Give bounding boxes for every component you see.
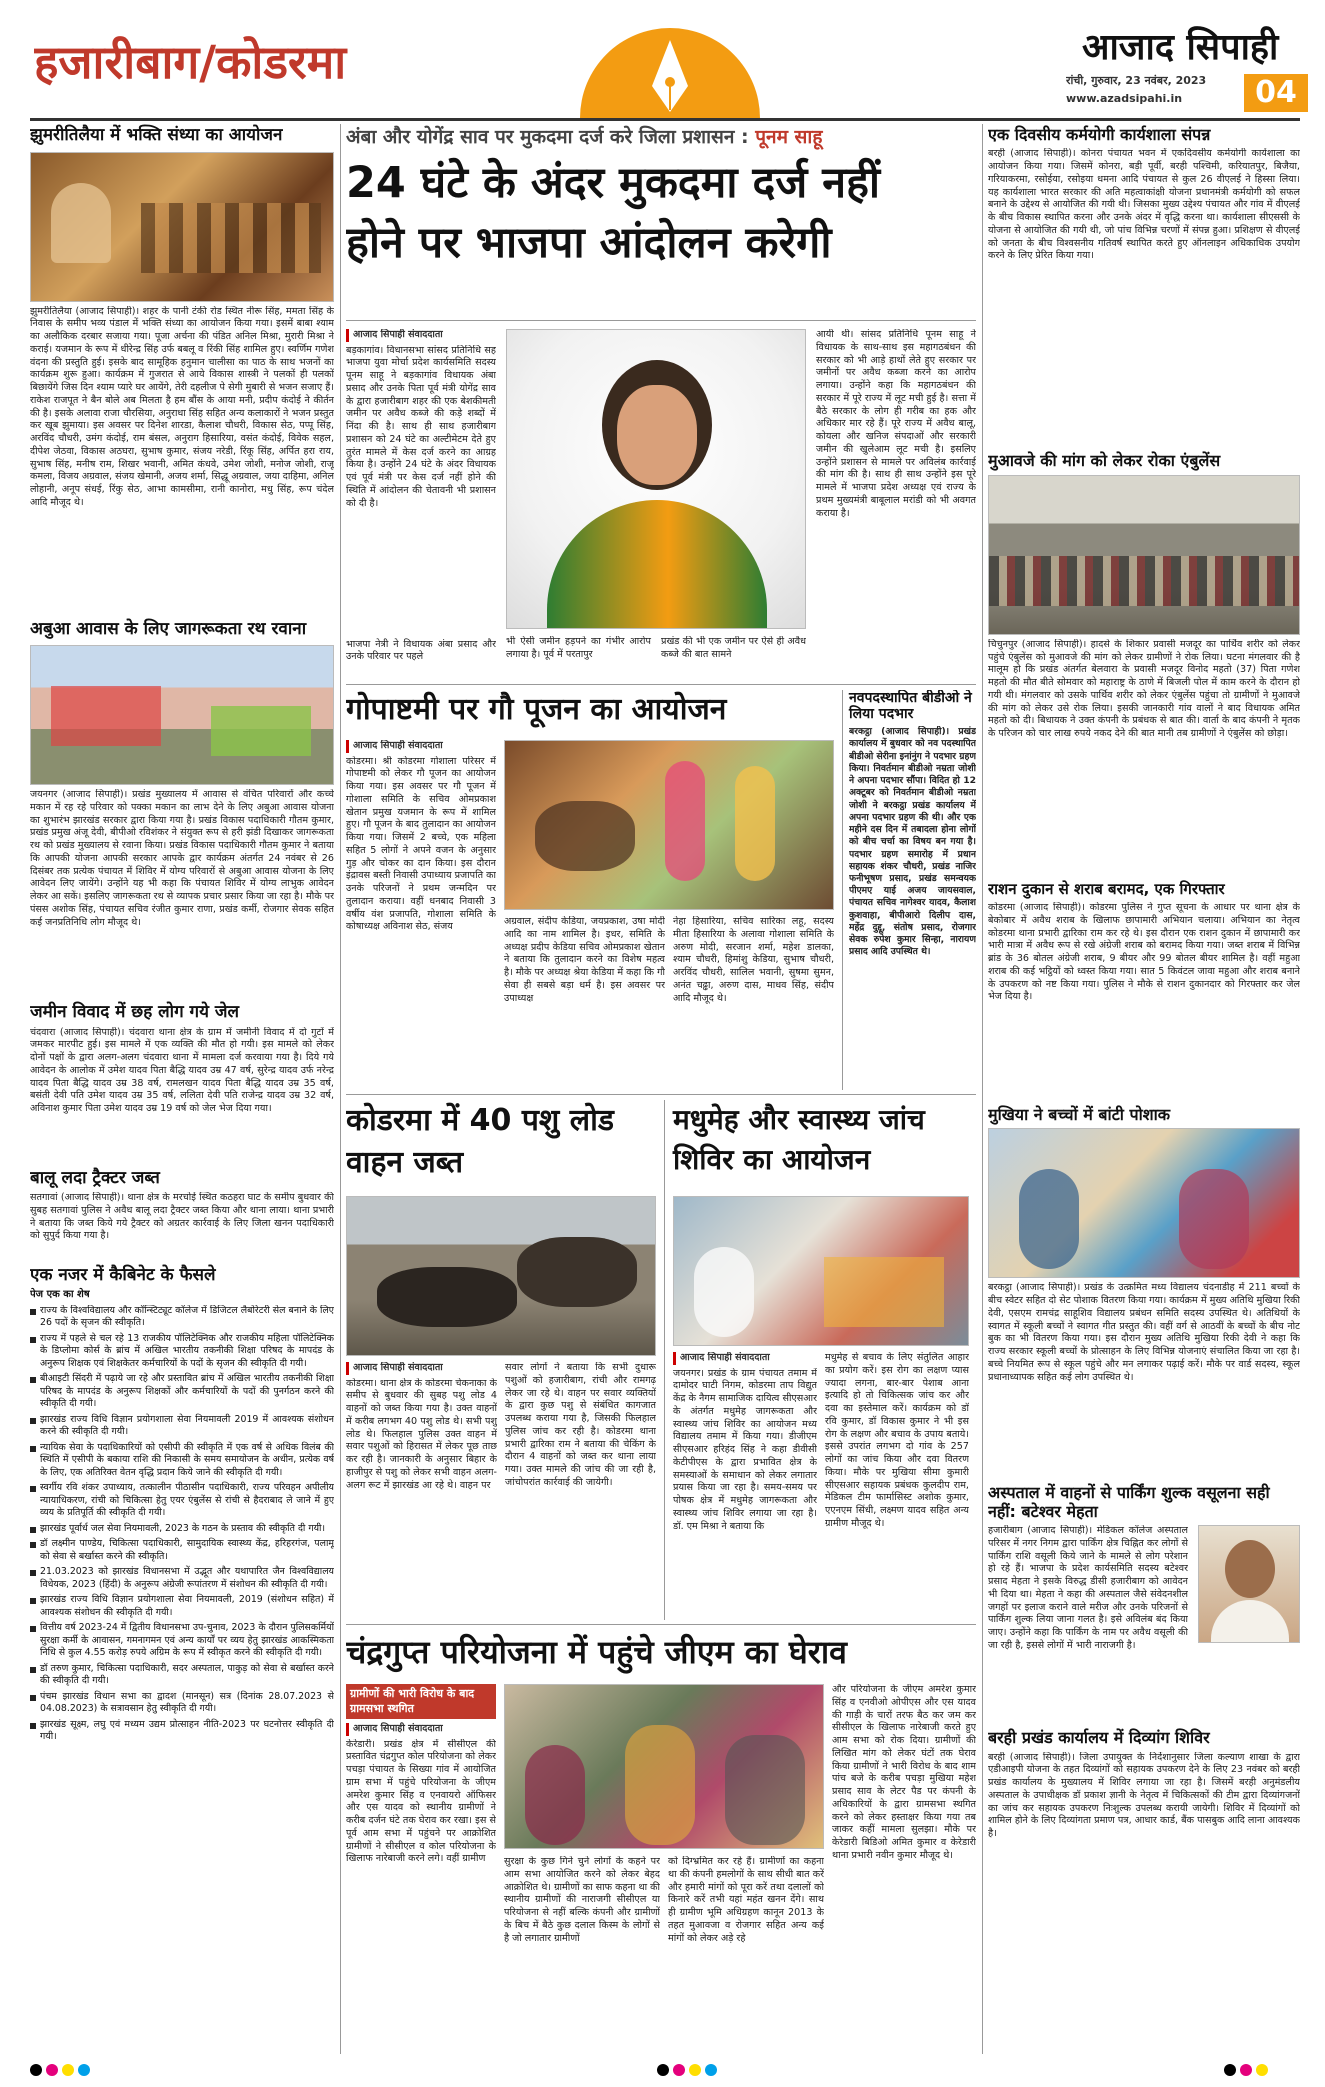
bdo-story bbox=[842, 690, 976, 1090]
cabinet-decision-item: स्वर्गीय रवि शंकर उपाध्याय, तत्कालीन पीठासीन पदाधिकारी, राज्य परिवहन अपीलीय न्यायाधिकरण, रांची को चिकित्सा हेतु एयर एंबुलेंस से रांची से हैदराबाद ले जाने में हुए व्यय के प्रतिपूर्ति की स्वीकृति दी गयी। bbox=[30, 1482, 334, 1520]
cattle-story bbox=[346, 1100, 656, 1620]
story-body: बरही (आजाद सिपाही)। जिला उपायुक्त के निर्देशानुसार जिला कल्याण शाखा के द्वारा एडीआइपी योजना के तहत दिव्यांगों को सहायक उपकरण देने के लिए 23 नवंबर को बरही प्रखंड कार्यालय के मुख्यालय में शिविर लगाया जा रहा है। जिसमें बरही अनुमंडलीय अस्पताल के उपाधीक्षक डॉ प्रकाश ज्ञानी के नेतृत्व में चिकित्सकों की टीम द्वारा दिव्यांगजनों का जांच कर सहायक उपकरण निःशुल्क उपलब्ध करायी जायेगी। शिविर में दिव्यांगों को शामिल होने के लिए दिव्यांगता प्रमाण पत्र, आधार कार्ड, बैंक पासबुक आदि लाना आवश्यक है। bbox=[988, 1751, 1300, 1840]
lead-body-col-1b: भाजपा नेत्री ने विधायक अंबा प्रसाद और उनके परिवार पर पहले bbox=[346, 638, 496, 663]
story-body: बरकट्ठा (आजाद सिपाही)। प्रखंड के उत्क्रमित मध्य विद्यालय चंदनाडीह में 211 बच्चों के बीच स्वेटर सहित दो सेट पोशाक वितरण किया गया। कार्यक्रम में मुख्य अतिथि मुखिया रिकी देवी, एसएम रामचंद्र साहूशिव विद्यालय प्रबंधन समिति सदस्य उपस्थित थे। अतिथियों के स्वागत में स्कूली बच्चों ने स्वागत गीत प्रस्तुत की। वहीं वर्ग से आठवीं के बच्चों के बीच नोट बुक का भी वितरण किया गया। इस दौरान मुख्य अतिथि मुखिया रिकी देवी ने कहा कि राज्य सरकार स्कूली बच्चों के प्रोत्साहन के लिए विभिन्न योजनाएं संचालित किया जा रहा है। बच्चे नियमित रूप से स्कूल पहुंचे और मन लगाकर पढ़ाई करें। मौके पर वार्ड सदस्य, स्कूल प्रधानाध्यापक सहित कई लोग उपस्थित थे। bbox=[988, 1282, 1300, 1383]
story-body: को दिग्भ्रमित कर रहे हैं। ग्रामीणों का कहना था की कंपनी हमलोगों के साथ सीधी बात करें और हमारी मांगों को पूरा करें तथा दलालों को किनारे करें तभी यहां महंत खनन देंगे। साथ ही ग्रामीण भूमि अधिग्रहण कानून 2013 के तहत मुआवजा व रोजगार सहित अन्य कई मांगों को लेकर अड़े रहे bbox=[668, 1856, 824, 1944]
story-body: सतगावां (आजाद सिपाही)। थाना क्षेत्र के मरचोई स्थित कठहरा घाट के समीप बुधवार की सुबह सतगावां पुलिस ने अवैध बालू लदा ट्रैक्टर जब्त किया और थाना लाया। थाना प्रभारी ने बताया कि जब्त किये गये ट्रैक्टर को अग्रतर कार्रवाई के लिए जिला खनन पदाधिकारी को सुपुर्द किया गया है। bbox=[30, 1192, 334, 1242]
story-kicker: ग्रामीणों की भारी विरोध के बाद ग्रामसभा स्थगित bbox=[346, 1684, 496, 1719]
story-body: कोडरमा (आजाद सिपाही)। कोडरमा पुलिस ने गुप्त सूचना के आधार पर थाना क्षेत्र के बेकोबार में अवैध शराब के खिलाफ छापामारी अभियान चलाया। अभियान का नेतृत्व कोडरमा थाना प्रभारी द्वारिका राम कर रहे थे। इस दौरान एक राशन दुकान में छापामारी कर भारी मात्रा में अवैध रूप से रखे अंग्रेजी शराब को बरामद किया गया। जब्त शराब में विभिन्न ब्रांड के 36 बोतल अंग्रेजी शराब, 9 बीयर और 99 बोतल बीयर शामिल है। वहीं महुआ शराब की कई भट्ठियों को ध्वस्त किया गया। सात 5 किवंटल जावा महुआ और शराब बनाने के उपकरण को नष्ट किया गया। पुलिस ने मौके से राशन दुकानदार को गिरफ्तार कर जेल भेज दिया है। bbox=[988, 902, 1300, 1003]
story-title: अबुआ आवास के लिए जागरूकता रथ रवाना bbox=[30, 618, 307, 639]
lead-headline-line-2: होने पर भाजपा आंदोलन करेगी bbox=[346, 218, 832, 268]
lead-continuation-b: प्रखंड की भी एक जमीन पर ऐसे ही अवैध कब्जे की बात सामने bbox=[661, 636, 806, 660]
cabinet-decision-item: झारखंड राज्य विधि विज्ञान प्रयोगशाला सेवा नियमावली 2019 में आवश्यक संशोधन करने की स्वीकृति दी गयी। bbox=[30, 1414, 334, 1439]
cabinet-decision-item: राज्य के विश्वविद्यालय और कॉन्स्टिट्यूट कॉलेज में डिजिटल लैबोरेटरी सेल बनाने के लिए 26 पदों के सृजन की स्वीकृति। bbox=[30, 1305, 334, 1330]
paper-name: आजाद सिपाही bbox=[1082, 26, 1279, 68]
gau-pujan-photo bbox=[504, 740, 834, 910]
story-body: केरेडारी। प्रखंड क्षेत्र में सीसीएल की प्रस्तावित चंद्रगुप्त कोल परियोजना को लेकर पचड़ा पंचायत के सिख्या गांव में आयोजित ग्राम सभा में पहुंचे परियोजना के जीएम अमरेश कुमार सिंह व एनवायरो ऑफिसर और एस यादव को स्थानीय ग्रामीणों ने करीब दर्जन घंटे तक घेराव कर रखा। इस से पूर्व आम सभा में पहुंचने पर आक्रोशित ग्रामीणों ने सीसीएल व कोल परियोजना के खिलाफ नारेबाजी करने लगे। वहीं ग्रामीण bbox=[346, 1738, 496, 1865]
story-body: जयनगर। प्रखंड के ग्राम पंचायत तमाम में दामोदर घाटी निगम, कोडरमा ताप विद्युत केंद्र के नैगम सामाजिक दायित्व सीएसआर के अंतर्गत मधुमेह जागरूकता और स्वास्थ्य जांच शिविर का आयोजन मध्य विद्यालय तमाम में किया गया। डीजीएम सीएसआर हरिहंद सिंह ने कहा डीवीसी केटीपीएस के द्वारा प्रभावित क्षेत्र के समस्याओं के समाधान को लेकर लगातार प्रयास किया जा रहा है। समय-समय पर पोषक क्षेत्र में मधुमेह जागरूकता और स्वास्थ्य जांच शिविर लगाया जा रहा है। डॉ. एम मिश्रा ने बताया कि bbox=[673, 1367, 817, 1532]
kicker-text: अंबा और योगेंद्र साव पर मुकदमा दर्ज करे जिला प्रशासन : bbox=[346, 126, 749, 148]
gm-gherao-photo bbox=[504, 1684, 824, 1849]
byline: आजाद सिपाही संवाददाता bbox=[673, 1352, 817, 1365]
lead-headline-line-1: 24 घंटे के अंदर मुकदमा दर्ज नहीं bbox=[346, 158, 881, 208]
story-title: मुआवजे की मांग को लेकर रोका एंबुलेंस bbox=[988, 451, 1221, 471]
lead-continuation-a: भी ऐसी जमीन हड़पने का गंभीर आरोप लगाया है। पूर्व में परतापुर bbox=[506, 636, 651, 660]
cabinet-decision-item: झारखंड पूर्वार्ध जल सेवा नियमावली, 2023 के गठन के प्रस्ताव की स्वीकृति दी गयी। bbox=[30, 1523, 334, 1536]
story-title: गोपाष्टमी पर गौ पूजन का आयोजन bbox=[346, 692, 727, 727]
story-subtitle: पेज एक का शेष bbox=[30, 1288, 90, 1300]
story-body: बरही (आजाद सिपाही)। कोनरा पंचायत भवन में एकदिवसीय कर्मयोगी कार्यशाला का आयोजन किया गया। जिसमें कोनरा, बड़ी पूर्वी, बरही पश्चिमी, करियातपुर, बिजैया, गरियाकरमा, रसोईया, रसोइया धमना आदि पंचायत से कुल 26 वीएलई ने हिस्सा लिया। यह कार्यशाला भारत सरकार की अति महत्वाकांक्षी योजना प्रधानमंत्री कर्मयोगी को सफल बनाने के उद्देश्य से आयोजित की गयी थी। जिसका मुख्य उद्देश्य पंचायत और गांव में वीएलई के बीच विकास स्थापित करना और उनके अंदर में वृद्धि करना था। कार्यशाला सीएससी के योजना से आयोजित की गयी थी, जो पांच विभिन्न चरणों में संपन्न हुआ। प्रशिक्षण से वीएलई को जनता के बीच विश्वसनीय गतिवर्ष स्थापित करते हुए ऑनलाइन अधिकाधिक उपयोग करने के लिए प्रेरित किया गया। bbox=[988, 148, 1300, 262]
story-body: मधुमेह से बचाव के लिए संतुलित आहार का प्रयोग करें। इस रोग का लक्षण प्यास ज्यादा लगना, बार-बार पेशाब आना इत्यादि हो तो चिकित्सक जांच कर और दवा का इस्तेमाल करें। कार्यक्रम को डॉ रवि कुमार, डॉ विकास कुमार ने भी इस रोग के लक्षण और बचाव के उपाय बताये। इससे उपरांत लगभग दो गांव के 257 लोगों का जांच किया और दवा वितरण किया। मौके पर मुखिया सीमा कुमारी सीएसआर सहायक प्रबंधक कुलदीप राम, मेडिकल टीम फार्मासिस्ट अशोक कुमार, एएनएम सिंधी, लक्ष्मण यादव सहित अन्य ग्रामीण मौजूद थे। bbox=[825, 1352, 969, 1529]
masthead bbox=[0, 0, 1325, 118]
school-uniform-photo bbox=[988, 1128, 1300, 1278]
story-title: चंद्रगुप्त परियोजना में पहुंचे जीएम का घेराव bbox=[346, 1633, 847, 1671]
lead-kicker bbox=[346, 124, 976, 150]
cabinet-decision-item: न्यायिक सेवा के पदाधिकारियों को एसीपी की स्वीकृति में एक वर्ष से अधिक विलंब की स्थिति में एसीपी के बकाया राशि की निकासी के समय समायोजन के अधीन, प्रत्येक वर्ष के लिए, एक अतिरिक्त वेतन वृद्धि प्रदान किये जाने की स्वीकृति दी गयी। bbox=[30, 1442, 334, 1480]
story-body: कोडरमा। श्री कोडरमा गोशाला परिसर में गोपाष्टमी को लेकर गौ पूजन का आयोजन किया गया। इस अवसर पर गौ पूजन में गोशाला समिति के सचिव ओमप्रकाश खेतान प्रमुख यजमान के रूप में शामिल हुए। गौ पूजन के बाद तुलादान का आयोजन किया गया। जिसमें 2 बच्चे, एक महिला सहित 5 लोगों ने अपने वजन के अनुसार गुड़ और चोकर का दान किया। इस दौरान इंद्रावस बस्ती निवासी उपाध्याय प्रजापति का उनके परिजनों ने प्रथम जन्मदिन पर तुलादान कराया। वहीं धनबाद निवासी 3 वर्षीय वंश प्रजापति, गोशाला समिति के कोषाध्यक्ष अविनाश सेठ, संजय bbox=[346, 755, 496, 933]
gopashtami-story bbox=[346, 690, 834, 1090]
cabinet-decision-item: पंचम झारखंड विधान सभा का द्वादश (मानसून) सत्र (दिनांक 28.07.2023 से 04.08.2023) के सत्रावसान हेतु स्वीकृति दी गयी। bbox=[30, 1691, 334, 1716]
health-camp-photo bbox=[673, 1196, 969, 1346]
byline: आजाद सिपाही संवाददाता bbox=[346, 1723, 496, 1736]
story-title: नवपदस्थापित बीडीओ ने लिया पदभार bbox=[849, 690, 972, 723]
story-title: एक नजर में कैबिनेट के फैसले bbox=[30, 1265, 216, 1286]
date-line: रांची, गुरुवार, 23 नवंबर, 2023 bbox=[1066, 74, 1207, 87]
masthead-rule bbox=[30, 118, 1300, 121]
story-body: कोडरमा। थाना क्षेत्र के कोडरमा चेकनाका के समीप से बुधवार की सुबह पशु लोड 4 वाहनों को जब्त किया गया है। उक्त वाहनों में करीब लगभग 40 पशु लोड थे। सभी पशु लोड थे। फिलहाल पुलिस उक्त वाहन में सवार पशुओं को हिरासत में लेकर पूछ ताछ कर रही है। जानकारी के अनुसार बिहार के हाजीपुर से पशु को लेकर सभी वाहन अलग-अलग रूट में झारखंड आ रहे थे। वाहन पर bbox=[346, 1377, 497, 1491]
cabinet-decision-item: डॉ लक्ष्मीन पाण्डेय, चिकित्सा पदाधिकारी, सामुदायिक स्वास्थ्य केंद्र, हरिहरगंज, पलामू को सेवा से बर्खास्त करने की स्वीकृति। bbox=[30, 1538, 334, 1563]
right-column bbox=[988, 124, 1300, 2056]
story-title: अस्पताल में वाहनों से पार्किंग शुल्क वसूलना सही नहीं: बटेश्वर मेहता bbox=[988, 1483, 1270, 1521]
cabinet-decision-item: राज्य में पहले से चल रहे 13 राजकीय पॉलिटेक्निक और राजकीय महिला पॉलिटेक्निक के डिप्लोमा कोर्स के ब्रांच में अखिल भारतीय तकनीकी शिक्षा परिषद के मापदंड के अनुरूप शिक्षक एवं शिक्षकेतर कर्मचारियों के पदों के सृजन की स्वीकृति दी गयी। bbox=[30, 1333, 334, 1371]
rath-photo bbox=[30, 645, 334, 785]
story-body: जयनगर (आजाद सिपाही)। प्रखंड मुख्यालय में आवास से वंचित परिवारों और कच्चे मकान में रह रहे परिवार को पक्का मकान का लाभ देने के लिए अबुआ आवास योजना का शुभारंभ झारखंड सरकार द्वारा किया गया है। प्रखंड विकास पदाधिकारी गौतम कुमार, प्रखंड प्रमुख अंजू देवी, बीपीओ रविशंकर ने संयुक्त रूप से हरी झंडी दिखाकर जागरूकता रथ को प्रखंड मुख्यालय से रवाना किया। प्रखंड विकास पदाधिकारी गौतम कुमार ने बताया कि आपकी योजना आपकी सरकार आपके द्वार कार्यक्रम अंतर्गत 24 नवंबर से 26 दिसंबर तक प्रत्येक पंचायत में शिविर में योग्य परिवारों से अबुआ आवास योजना के लिए आवेदन लिए जायेंगे। उन्होंने यह भी कहा कि पंचायत शिविर में योग्य लाभुक आवेदन लेकर आ सकें। इसलिए जागरूकता रथ से व्यापक प्रचार प्रसार किया जा रहा है। मौके पर पंसस अशोक सिंह, पंचायत सचिव रंजीत कुमार राणा, प्रखंड कर्मी, रोजगार सेवक सहित कई जनप्रतिनिधि लोग मौजूद थे। bbox=[30, 789, 334, 928]
cabinet-decision-item: झारखंड सूक्ष्म, लघु एवं मध्यम उद्यम प्रोत्साहन नीति-2023 पर घटनोत्तर स्वीकृति दी गयी। bbox=[30, 1719, 334, 1744]
cabinet-decision-item: वित्तीय वर्ष 2023-24 में द्वितीय विधानसभा उप-चुनाव, 2023 के दौरान पुलिसकर्मियों सुरक्षा कर्मी के आवासन, गमनागमन एवं अन्य कार्यों पर व्यय हेतु झारखंड आकस्मिकता निधि से कुल 4.55 करोड़ रुपये अग्रिम के रूप में स्वीकृत करने की स्वीकृति दी गयी। bbox=[30, 1622, 334, 1660]
story-body: चिचुनपुर (आजाद सिपाही)। हादसे के शिकार प्रवासी मजदूर का पार्थिव शरीर को लेकर पहुंचे एंबुलेंस को मुआवजे की मांग को लेकर ग्रामीणों ने रोक लिया। घटना मंगलवार की है मालूम हो कि प्रखंड अंतर्गत बेलवारा के प्रवासी मजदूर विनोद महतो (37) पिता गणेश महतो की मौत बीते सोमवार को महाराष्ट्र के ठाणे में बिजली पोल में काम करने के दौरान हो गयी थी। मंगलवार को उसके पार्थिव शरीर को लेकर एंबुलेंस पहुंचा तो ग्रामीणों ने मुआवजे की मांग को लेकर उसे रोक लिया। इसकी जानकारी गांव वालों ने बाद विधायक अमित महतो को दी। बिधायक ने उक्त कंपनी के प्रबंधक से बात की। वार्ता के बाद कंपनी ने मृतक के परिजन को चार लाख रुपये नकद देने की बात मानी तब ग्रामीणों ने एंबुलेंस को छोड़ा। bbox=[988, 638, 1300, 740]
lead-body-col-3: आयी थी। सांसद प्रतिनिधि पूनम साहू ने विधायक के साथ-साथ इस महागठबंधन की सरकार को भी आड़े हाथों लेते हुए सरकार पर जमीनों पर अवैध कब्जा करने का आरोप लगाया। उन्होंने कहा कि महागठबंधन की सरकार में पूरे राज्य में लूट मची हुई है। सत्ता में बैठे सरकार के लोग ही गरीब का हक और अधिकार मार रहे हैं। पूरे राज्य में अवैध बालू, कोयला और खनिज संपदाओं और सरकारी जमीन की खुलेआम लूट मची है। इसलिए उन्होंने प्रशासन से मामले पर अविलंब कार्रवाई की मांग की है। साथ ही साथ उन्होंने इस पूरे मामले में भाजपा प्रदेश अध्यक्ष एवं राज्य के प्रथम मुख्यमंत्री बाबूलाल मरांडी को भी अवगत कराया है। bbox=[816, 329, 976, 519]
lead-body-col-1: बड़कागांव। विधानसभा सांसद प्रतिनिधि सह भाजपा युवा मोर्चा प्रदेश कार्यसमिति सदस्य पूनम साहू ने बड़कागांव विधायक अंबा प्रसाद और उनके पिता पूर्व मंत्री योगेंद्र साव के द्वारा हजारीबाग शहर की एक बेशकीमती जमीन पर अवैध कब्जे की कड़े शब्दों में निंदा की है। साथ ही साथ हजारीबाग प्रशासन को 24 घंटे का अल्टीमेटम देते हुए तुरंत मामले में केस दर्ज करने का आग्रह किया है। उन्होंने 24 घंटे के अंदर विधायक एवं पूर्व मंत्री पर केस दर्ज नहीं होने की स्थिति में आंदोलन की चेतावनी भी प्रशासन को दी है। bbox=[346, 344, 496, 509]
story-body: चंदवारा (आजाद सिपाही)। चंदवारा थाना क्षेत्र के ग्राम में जमीनी विवाद में दो गुटों में जमकर मारपीट हुई। इस मामले में एक व्यक्ति की मौत हो गयी। इस मामले को लेकर दोनों पक्षों के द्वारा अलग-अलग चंदवारा थाना में मामला दर्ज करवाया गया है। दिये गये आवेदन के आलोक में उमेश यादव पिता बैद्धि यादव उम्र 47 वर्ष, सुरेन्द्र यादव उर्फ नरेन्द्र यादव पिता बैद्धि यादव उम्र 38 वर्ष, रामलखन यादव पिता बैद्धि यादव उम्र 35 वर्ष, बसंती देवी पति उमेश यादव उम्र 35 वर्ष, ललिता देवी पति राजेन्द्र यादव उम्र 32 वर्ष, अविनाश कुमार पिता उमेश यादव उम्र 19 वर्ष को जेल भेज दिया गया। bbox=[30, 1026, 334, 1115]
kicker-name: पूनम साहू bbox=[755, 126, 823, 148]
ambulance-protest-photo bbox=[988, 475, 1300, 635]
cabinet-decision-item: डॉ तरुण कुमार, चिकित्सा पदाधिकारी, सदर अस्पताल, पाकुड़ को सेवा से बर्खास्त करने की स्वीकृति दी गयी। bbox=[30, 1663, 334, 1688]
story-body: बरकट्ठा (आजाद सिपाही)। प्रखंड कार्यालय में बुधवार को नव पदस्थापित बीडीओ सेरीना इनांनुंग ने पदभार ग्रहण किया। निवर्तमान बीडीओ नम्रता जोशी ने अपना पदभार सौंपा। विदित हो 12 अक्टूबर को निवर्तमान बीडीओ नम्रता जोशी ने बरकट्ठा प्रखंड कार्यालय में अपना पदभार ग्रहण की थी। और एक महीने दस दिन में तबादला होना लोगों को बीच चर्चा का विषय बन गया है। पदभार ग्रहण समारोह में प्रधान सहायक शंकर चौधरी, प्रखंड नाजिर फनीभूषण प्रसाद, प्रखंड समन्वयक पीएमए याई अजय जायसवाल, पंचायत सचिव नागेश्वर यादव, कैलाश कुशवाहा, बीपीआरो दिलीप दास, महेंद्र दुद्दू, संतोष प्रसाद, रोजगार सेवक रुपेश कुमार सिन्हा, नारायण प्रसाद आदि उपस्थित थे। bbox=[849, 726, 976, 958]
seized-cattle-photo bbox=[346, 1196, 656, 1356]
story-title: मधुमेह और स्वास्थ्य जांच शिविर का आयोजन bbox=[673, 1103, 925, 1176]
bateshwar-mehta-portrait bbox=[1198, 1525, 1300, 1643]
story-title: कोडरमा में 40 पशु लोड वाहन जब्त bbox=[346, 1103, 614, 1180]
lead-story bbox=[346, 124, 976, 684]
diabetes-story bbox=[664, 1100, 976, 1620]
story-title: राशन दुकान से शराब बरामद, एक गिरफ्तार bbox=[988, 879, 1225, 898]
story-body: सवार लोगों ने बताया कि सभी दुधारू पशुओं को हजारीबाग, रांची और रामगढ़ लेकर जा रहे थे। वाहन पर सवार व्यक्तियों के द्वारा कुछ पशु से संबंधित कागजात उपलब्ध कराया गया है, जिसकी फिलहाल पुलिस जांच कर रही है। कोडरमा थाना प्रभारी द्वारिका राम ने बताया की चेकिंग के दौरान 4 वाहनों को जब्त कर थाना लाया गया। उक्त मामले की जांच की जा रही है, जांचोपरांत कार्रवाई की जायेगी। bbox=[505, 1362, 656, 1488]
byline: आजाद सिपाही संवाददाता bbox=[346, 740, 496, 753]
cabinet-decisions-list bbox=[30, 1305, 334, 2005]
cabinet-decision-item: बीआइटी सिंदरी में पढ़ाये जा रहे और प्रस्तावित ब्रांच में अखिल भारतीय तकनीकी शिक्षा परिषद के मापदंड के अनुरूप शिक्षकों और कर्मचारियों के पदों की पुनर्गठन करने की स्वीकृति दी गयी। bbox=[30, 1373, 334, 1411]
poonam-sahu-portrait bbox=[506, 329, 806, 629]
registration-marks bbox=[30, 2064, 1300, 2080]
story-title: बालू लदा ट्रैक्टर जब्त bbox=[30, 1167, 160, 1188]
website: www.azadsipahi.in bbox=[1066, 92, 1183, 105]
cabinet-decision-item: 21.03.2023 को झारखंड विधानसभा में उद्भूत और यथापारित जैन विश्वविद्यालय विधेयक, 2023 (हिंदी) के अनुरूप अंग्रेजी रूपांतरण में संशोधन की स्वीकृति दी गयी। bbox=[30, 1566, 334, 1591]
gm-gherao-story bbox=[346, 1630, 976, 2056]
story-body: और परियोजना के जीएम अमरेश कुमार सिंह व एनवीओ ओपीएस और एस यादव की गाड़ी के चारों तरफ बैठ कर जम कर सीसीएल के खिलाफ नारेबाजी करते हुए आम सभा को रोक दिया। ग्रामीणों की लिखित मांग को लेकर घंटों तक घेराव किया ग्रामीणों ने भारी विरोध के बाद शाम पांच बजे के करीब पचड़ा मुखिया महेश प्रसाद साव के लेटर पैड पर कंपनी के अधिकारियों के द्वारा ग्रामसभा स्थगित करने को लेकर हस्ताक्षर किया गया तब जाकर कहीं मामला सुलझा। मौके पर केरेडारी बिडिओ अमित कुमार व केरेडारी थाना प्रभारी नवीन कुमार मौजूद थे। bbox=[832, 1684, 976, 1861]
story-body: सुरक्षा के कुछ गिने चुने लोगों के कहने पर आम सभा आयोजित करने को लेकर बेहद आक्रोशित थे। ग्रामीणों का साफ कहना था की स्थानीय ग्रामीणों की नाराजगी सीसीएल या परियोजना से नहीं बल्कि कंपनी और ग्रामीणों के बिच में बैठे कुछ दलाल किस्म के लोगों से है जो लगातार ग्रामीणों bbox=[504, 1856, 660, 1944]
story-body: हजारीबाग (आजाद सिपाही)। मेडिकल कॉलेज अस्पताल परिसर में नगर निगम द्वारा पार्किंग क्षेत्र चिह्नित कर लोगों से पार्किंग राशि वसूली किये जाने के मामले से लोग परेशान हो रहे हैं। भाजपा के प्रदेश कार्यसमिति सदस्य बटेश्वर प्रसाद मेहता ने इसके विरुद्ध डीसी हजारीबाग को आवेदन भी दिया था। मेहता ने कहा की अस्पताल जैसे संवेदनशील जगहों पर इलाज कराने वाले मरीज और उनके परिजनों से पार्किंग शुल्क लिया जाना गलत है। इसे अविलंब बंद किया जाए। उन्होंने कहा कि पार्किंग के नाम पर अवैध वसूली की जा रही है, इससे लोगों में भारी नाराजगी है। bbox=[988, 1525, 1188, 1651]
story-body: झुमरीतिलैया (आजाद सिपाही)। शहर के पानी टंकी रोड स्थित नीरू सिंह, ममता सिंह के निवास के समीप भव्य पंडाल में भक्ति संध्या का आयोजन किया गया। इसमें बाबा श्याम का अलौकिक दरबार सजाया गया। पूजा अर्चना की पंडित अनिल मिश्रा, मुरारी मिश्रा ने कराई। यजमान के रूप में धीरेन्द्र सिंह उर्फ बबलू व रिंकी सिंह शामिल हुए। स्वर्णिम गणेश वंदना की प्रस्तुति हुई। इसके बाद सामूहिक हनुमान चालीसा का पाठ के साथ भजनों का कार्यक्रम शुरू हुआ। कार्यक्रम में गुजरात से आये विकास शास्त्री ने पलकों ही पलकों बिछायेंगे जिस दिन श्याम प्यारे घर आयेंगे, तेरी दहलीज पे सेगी मुबारी से भजन सजाए हैं। राकेश राजपूत ने बैन बोले अब मिलता है हम बौंस के आया मनी, प्रदीप कंदोई ने कीर्तन की है। इसके अलावा राजा चौरसिया, अनुराधा सिंह सहित अन्य कलाकारों ने भजन प्रस्तुत कर खूब झुमाया। इस अवसर पर दिनेश शारडा, कैलाश चौधरी, विकास सेठ, पप्पू सिंह, अरविंद चौधरी, उमंग कंदोई, राम बंसल, अनुराग हिसारिया, वसंत कंदोई, विवेक सहल, दीपेश जेठवा, विकास अठघरा, सुभाष कुमार, संजय नरेडी, रिंकू सिंह, अर्पित हरा राय, सुभाष सिंह, मनीष राम, शिखर भवानी, अमित कंधवे, उमेश जोशी, मनोज जोशी, राजू कमला, विजय अग्रवाल, संजय खेमानी, अजय शर्मा, सिद्धू अग्रवाल, जया दाहिमा, अनिल लोहानी, अनूप संधई, रिंकु सेठ, आभा कामसीमा, रानी कानोरा, मधु सिंह, रूप चंदेल आदि मौजूद थे। bbox=[30, 305, 334, 508]
story-title: एक दिवसीय कर्मयोगी कार्यशाला संपन्न bbox=[988, 125, 1211, 144]
byline: आजाद सिपाही संवाददाता bbox=[346, 329, 496, 342]
cabinet-decision-item: झारखंड राज्य विधि विज्ञान प्रयोगशाला सेवा नियमावली, 2019 (संशोधन सहित) में आवश्यक संशोधन की स्वीकृति दी गयी। bbox=[30, 1594, 334, 1619]
pen-nib-logo bbox=[580, 26, 760, 118]
story-title: झुमरीतिलैया में भक्ति संध्या का आयोजन bbox=[30, 125, 283, 145]
left-column bbox=[30, 124, 334, 2056]
byline: आजाद सिपाही संवाददाता bbox=[346, 1362, 497, 1375]
story-title: बरही प्रखंड कार्यालय में दिव्यांग शिविर bbox=[988, 1728, 1210, 1748]
section-title: हजारीबाग/कोडरमा bbox=[34, 35, 347, 89]
story-title: मुखिया ने बच्चों में बांटी पोशाक bbox=[988, 1105, 1171, 1125]
story-title: जमीन विवाद में छह लोग गये जेल bbox=[30, 1002, 240, 1023]
page-number: 04 bbox=[1244, 74, 1308, 112]
story-body: अग्रवाल, संदीप केडिया, जयप्रकाश, उषा मोदी आदि का नाम शामिल है। इधर, समिति के अध्यक्ष प्रदीप केडिया सचिव ओमप्रकाश खेतान ने बताया कि तुलादान करने का विशेष महत्व है। मौके पर अध्यक्ष श्रेया केडिया में कहा कि गौ सेवा ही सबसे बड़ा धर्म है। इस अवसर पर उपाध्यक्ष bbox=[504, 916, 665, 1004]
story-body: नेहा हिसारिया, सचिव सारिका लहू, सदस्य मीता हिसारिया के अलावा गोशाला समिति के अरुण मोदी, सरजान शर्मा, महेश डालका, श्याम चौधरी, हिमांशु केडिया, सुभाष चौधरी, अरविंद चौधरी, सालिल भवानी, सुषमा सुमन, अनंत चढ्ढा, अरुण दास, माधव सिंह, संदीप आदि मौजूद थे। bbox=[673, 916, 834, 1004]
bhakti-sandhya-photo bbox=[30, 152, 334, 302]
